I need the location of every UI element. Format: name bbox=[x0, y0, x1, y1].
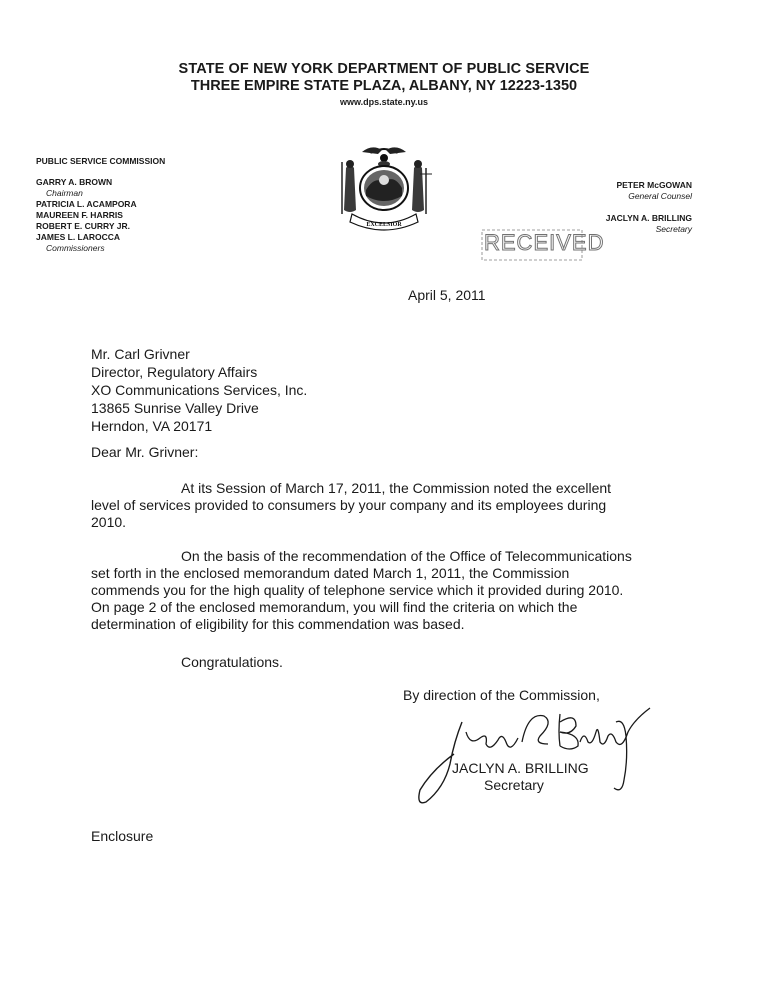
paragraph-2-line: determination of eligibility for this commendation was based. bbox=[91, 616, 465, 632]
paragraph-1-line: At its Session of March 17, 2011, the Commission noted the excellent bbox=[181, 480, 612, 496]
recipient-address bbox=[91, 345, 307, 435]
recipient-city: Herndon, VA 20171 bbox=[91, 418, 213, 434]
secretary-title: Secretary bbox=[655, 224, 692, 234]
letterhead-line1: STATE OF NEW YORK DEPARTMENT OF PUBLIC SERVICE bbox=[178, 61, 590, 77]
counsel-title: General Counsel bbox=[628, 191, 692, 201]
signer-name: JACLYN A. BRILLING bbox=[452, 760, 589, 776]
stamp-text: RECEIVED bbox=[484, 230, 605, 255]
commissioner-name: JAMES L. LAROCCA bbox=[36, 232, 121, 242]
paragraph-2-line: commends you for the high quality of telephone service which it provided during 2010. bbox=[91, 582, 624, 598]
received-stamp bbox=[478, 226, 605, 268]
seal-graphic bbox=[332, 140, 436, 236]
recipient-street: 13865 Sunrise Valley Drive bbox=[91, 400, 259, 416]
letterhead-website: www.dps.state.ny.us bbox=[339, 97, 429, 107]
chair-title: Chairman bbox=[46, 188, 83, 198]
enclosure-note: Enclosure bbox=[91, 828, 154, 844]
commission-heading: PUBLIC SERVICE COMMISSION bbox=[36, 156, 166, 166]
signer-block bbox=[452, 760, 589, 794]
commissioner-name: ROBERT E. CURRY JR. bbox=[36, 221, 130, 231]
letter-date: April 5, 2011 bbox=[408, 287, 486, 303]
closing-line: By direction of the Commission, bbox=[403, 687, 600, 703]
seal-motto: EXCELSIOR bbox=[366, 222, 402, 228]
paragraph-1-line: level of services provided to consumers by your company and its employees during bbox=[91, 497, 607, 513]
paragraph-2-line: On page 2 of the enclosed memorandum, you will find the criteria on which the bbox=[91, 599, 578, 615]
recipient-name: Mr. Carl Grivner bbox=[91, 346, 190, 362]
salutation: Dear Mr. Grivner: bbox=[91, 444, 199, 460]
paragraph-2-line: set forth in the enclosed memorandum dated March 1, 2011, the Commission bbox=[91, 565, 570, 581]
recipient-company: XO Communications Services, Inc. bbox=[91, 382, 308, 398]
letterhead-line2: THREE EMPIRE STATE PLAZA, ALBANY, NY 12223-1350 bbox=[190, 78, 578, 94]
paragraph-2 bbox=[91, 548, 671, 633]
commission-block bbox=[36, 156, 296, 254]
paragraph-2-line: On the basis of the recommendation of the Office of Telecommunications bbox=[181, 548, 632, 564]
chair-name: GARRY A. BROWN bbox=[36, 177, 113, 187]
stamp-graphic bbox=[478, 226, 605, 268]
counsel-name: PETER McGOWAN bbox=[616, 180, 692, 190]
signer-title: Secretary bbox=[484, 777, 544, 793]
paragraph-1-line: 2010. bbox=[91, 514, 127, 530]
commissioner-name: MAUREEN F. HARRIS bbox=[36, 210, 123, 220]
commissioner-name: PATRICIA L. ACAMPORA bbox=[36, 199, 137, 209]
paragraph-1 bbox=[91, 480, 671, 531]
congratulations: Congratulations. bbox=[181, 654, 283, 670]
state-seal bbox=[332, 140, 436, 236]
recipient-title: Director, Regulatory Affairs bbox=[91, 364, 258, 380]
secretary-name: JACLYN A. BRILLING bbox=[605, 213, 692, 223]
commissioners-title: Commissioners bbox=[46, 243, 105, 253]
